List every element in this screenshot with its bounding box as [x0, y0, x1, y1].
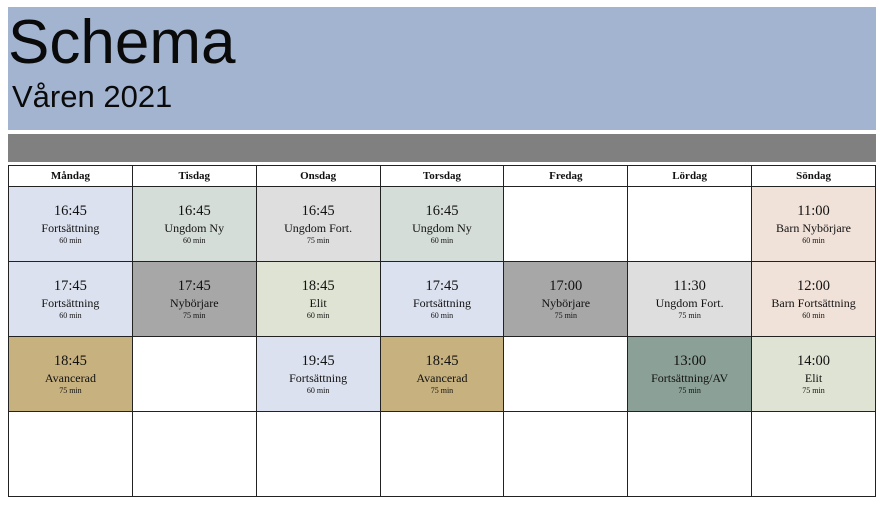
- class-time: 16:45: [301, 203, 335, 219]
- class-slot: [132, 262, 256, 337]
- class-time: 13:00: [673, 353, 707, 369]
- day-header: Torsdag: [380, 166, 504, 187]
- day-header: Onsdag: [256, 166, 380, 187]
- empty-slot: [628, 412, 752, 497]
- class-time: 17:45: [425, 278, 459, 294]
- class-time: 11:00: [797, 203, 830, 219]
- class-name: Elit: [309, 296, 327, 310]
- class-duration: 75 min: [802, 386, 825, 395]
- class-name: Fortsättning: [41, 221, 100, 235]
- class-duration: 75 min: [430, 386, 454, 395]
- schedule-row: [9, 187, 876, 262]
- page-title: Schema: [8, 8, 236, 77]
- class-duration: 60 min: [306, 386, 330, 395]
- class-duration: 75 min: [678, 386, 701, 395]
- class-time: 12:00: [797, 278, 831, 294]
- class-name: Fortsättning: [289, 371, 348, 385]
- class-time: 17:00: [549, 278, 583, 294]
- empty-slot: [504, 337, 628, 412]
- class-slot: [132, 187, 256, 262]
- class-slot: [380, 187, 504, 262]
- class-name: Ungdom Ny: [412, 221, 472, 235]
- class-duration: 75 min: [183, 311, 206, 320]
- class-name: Ungdom Fort.: [284, 221, 353, 235]
- class-name: Avancerad: [44, 371, 96, 385]
- day-header: Söndag: [752, 166, 876, 187]
- class-name: Fortsättning/AV: [651, 371, 729, 385]
- class-slot: [9, 187, 133, 262]
- class-name: Ungdom Fort.: [655, 296, 724, 310]
- schedule-row: [9, 412, 876, 497]
- class-name: Nybörjare: [541, 296, 591, 310]
- class-time: 16:45: [53, 203, 87, 219]
- class-slot: [9, 262, 133, 337]
- class-duration: 75 min: [59, 386, 82, 395]
- class-duration: 60 min: [306, 311, 330, 320]
- empty-slot: [132, 412, 256, 497]
- class-time: 11:30: [673, 278, 706, 294]
- class-name: Avancerad: [416, 371, 468, 385]
- class-duration: 75 min: [306, 236, 330, 245]
- header-band: [8, 134, 876, 162]
- class-slot: [380, 262, 504, 337]
- empty-slot: [628, 187, 752, 262]
- empty-slot: [9, 412, 133, 497]
- day-header: Lördag: [628, 166, 752, 187]
- empty-slot: [380, 412, 504, 497]
- class-time: 18:45: [425, 353, 459, 369]
- class-slot: [256, 337, 380, 412]
- class-slot: [752, 187, 876, 262]
- class-slot: [752, 337, 876, 412]
- class-slot: [628, 337, 752, 412]
- class-name: Fortsättning: [41, 296, 100, 310]
- class-time: 18:45: [53, 353, 87, 369]
- class-time: 17:45: [53, 278, 87, 294]
- class-slot: [256, 262, 380, 337]
- class-time: 17:45: [177, 278, 211, 294]
- class-name: Barn Fortsättning: [771, 296, 856, 310]
- class-duration: 75 min: [678, 311, 701, 320]
- class-time: 14:00: [797, 353, 831, 369]
- class-slot: [256, 187, 380, 262]
- class-duration: 60 min: [430, 236, 454, 245]
- class-time: 19:45: [301, 353, 335, 369]
- class-time: 18:45: [301, 278, 335, 294]
- class-slot: [380, 337, 504, 412]
- class-time: 16:45: [177, 203, 211, 219]
- class-name: Elit: [804, 371, 823, 385]
- class-time: 16:45: [425, 203, 459, 219]
- class-name: Nybörjare: [169, 296, 219, 310]
- schedule-row: [9, 262, 876, 337]
- class-name: Ungdom Ny: [164, 221, 225, 235]
- class-name: Fortsättning: [412, 296, 471, 310]
- class-duration: 60 min: [183, 236, 206, 245]
- empty-slot: [256, 412, 380, 497]
- class-duration: 60 min: [430, 311, 454, 320]
- class-duration: 60 min: [59, 311, 82, 320]
- class-duration: 75 min: [554, 311, 578, 320]
- class-duration: 60 min: [802, 311, 825, 320]
- class-duration: 60 min: [802, 236, 825, 245]
- class-slot: [9, 337, 133, 412]
- schedule-grid: [8, 165, 876, 497]
- page-subtitle: Våren 2021: [12, 79, 173, 114]
- day-header: Fredag: [504, 166, 628, 187]
- day-header: Tisdag: [132, 166, 256, 187]
- class-name: Barn Nybörjare: [776, 221, 852, 235]
- class-slot: [628, 262, 752, 337]
- empty-slot: [132, 337, 256, 412]
- empty-slot: [504, 187, 628, 262]
- empty-slot: [752, 412, 876, 497]
- class-slot: [504, 262, 628, 337]
- day-header-row: [9, 166, 876, 187]
- day-header: Måndag: [9, 166, 133, 187]
- class-duration: 60 min: [59, 236, 82, 245]
- empty-slot: [504, 412, 628, 497]
- class-slot: [752, 262, 876, 337]
- schedule-row: [9, 337, 876, 412]
